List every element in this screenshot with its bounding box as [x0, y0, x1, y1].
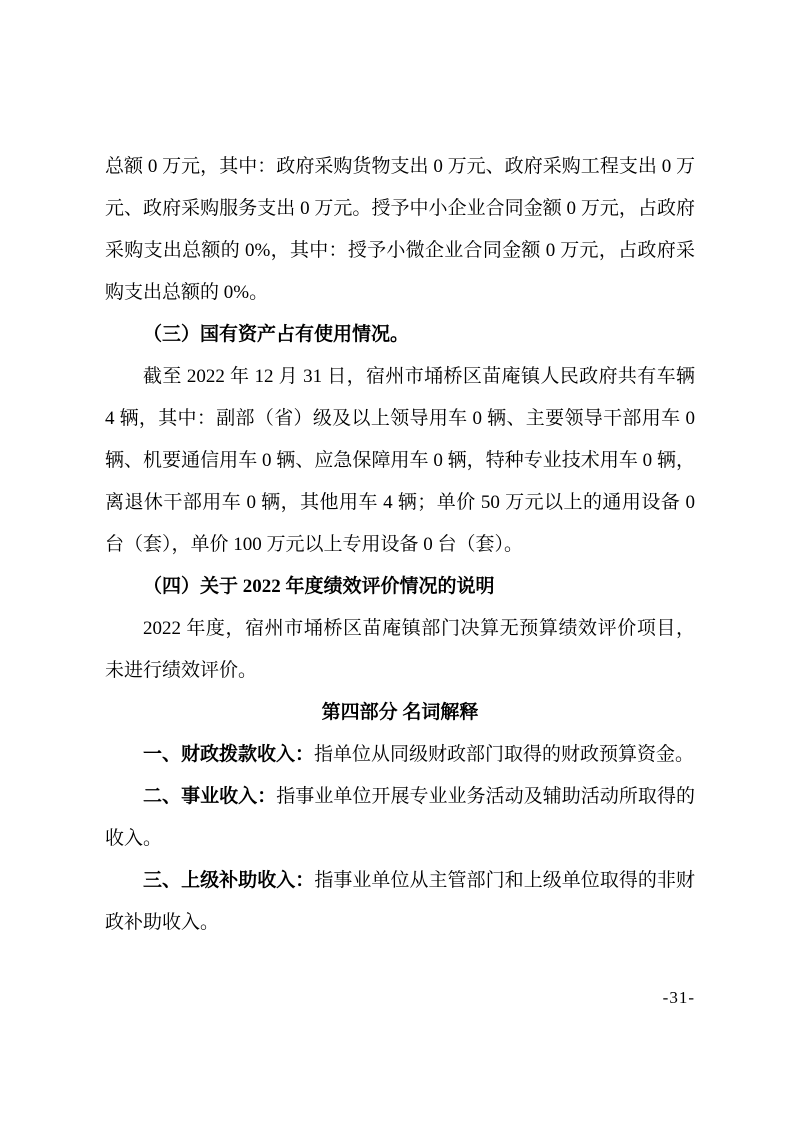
term-business-income-label: 二、事业收入：	[143, 786, 277, 807]
heading-section-three-state-assets: （三）国有资产占有使用情况。	[143, 324, 410, 345]
term-superior-subsidy-label: 三、上级补助收入：	[143, 870, 315, 891]
part-four-title: 第四部分 名词解释	[321, 702, 479, 723]
term-superior-subsidy-text: 指事业单位从主管部门和上级单位取得的非财政补助收入。	[105, 870, 695, 933]
term-item-business-income	[105, 776, 695, 860]
term-item-fiscal-appropriation	[105, 734, 695, 776]
term-fiscal-appropriation-text: 指单位从同级财政部门取得的财政预算资金。	[314, 744, 695, 765]
heading-section-four-performance: （四）关于 2022 年度绩效评价情况的说明	[143, 576, 495, 597]
paragraph-state-assets-detail: 截至 2022 年 12 月 31 日，宿州市埇桥区苗庵镇人民政府共有车辆 4 辆，其中：副部（省）级及以上领导用车 0 辆、主要领导干部用车 0 辆、机要通信用车 0 辆、应急保障用车 0 辆，特种专业技术用车 0 辆，离退休干部用车 0 辆，其他用车 4 辆；单价 50 万元以上的通用设备 0 台（套），单价 100 万元以上专用设备 0 台（套）。	[105, 366, 695, 555]
paragraph-procurement-totals: 总额 0 万元，其中：政府采购货物支出 0 万元、政府采购工程支出 0 万元、政府采购服务支出 0 万元。授予中小企业合同金额 0 万元，占政府采购支出总额的 0%，其中：授予小微企业合同金额 0 万元，占政府采购支出总额的 0%。	[105, 156, 695, 303]
paragraph-performance-evaluation: 2022 年度，宿州市埇桥区苗庵镇部门决算无预算绩效评价项目，未进行绩效评价。	[105, 618, 695, 681]
term-fiscal-appropriation-label: 一、财政拨款收入：	[143, 744, 315, 765]
document-content	[105, 146, 695, 944]
term-item-superior-subsidy	[105, 860, 695, 944]
term-business-income-text: 指事业单位开展专业业务活动及辅助活动所取得的收入。	[105, 786, 695, 849]
page-number: -31-	[662, 988, 695, 1007]
